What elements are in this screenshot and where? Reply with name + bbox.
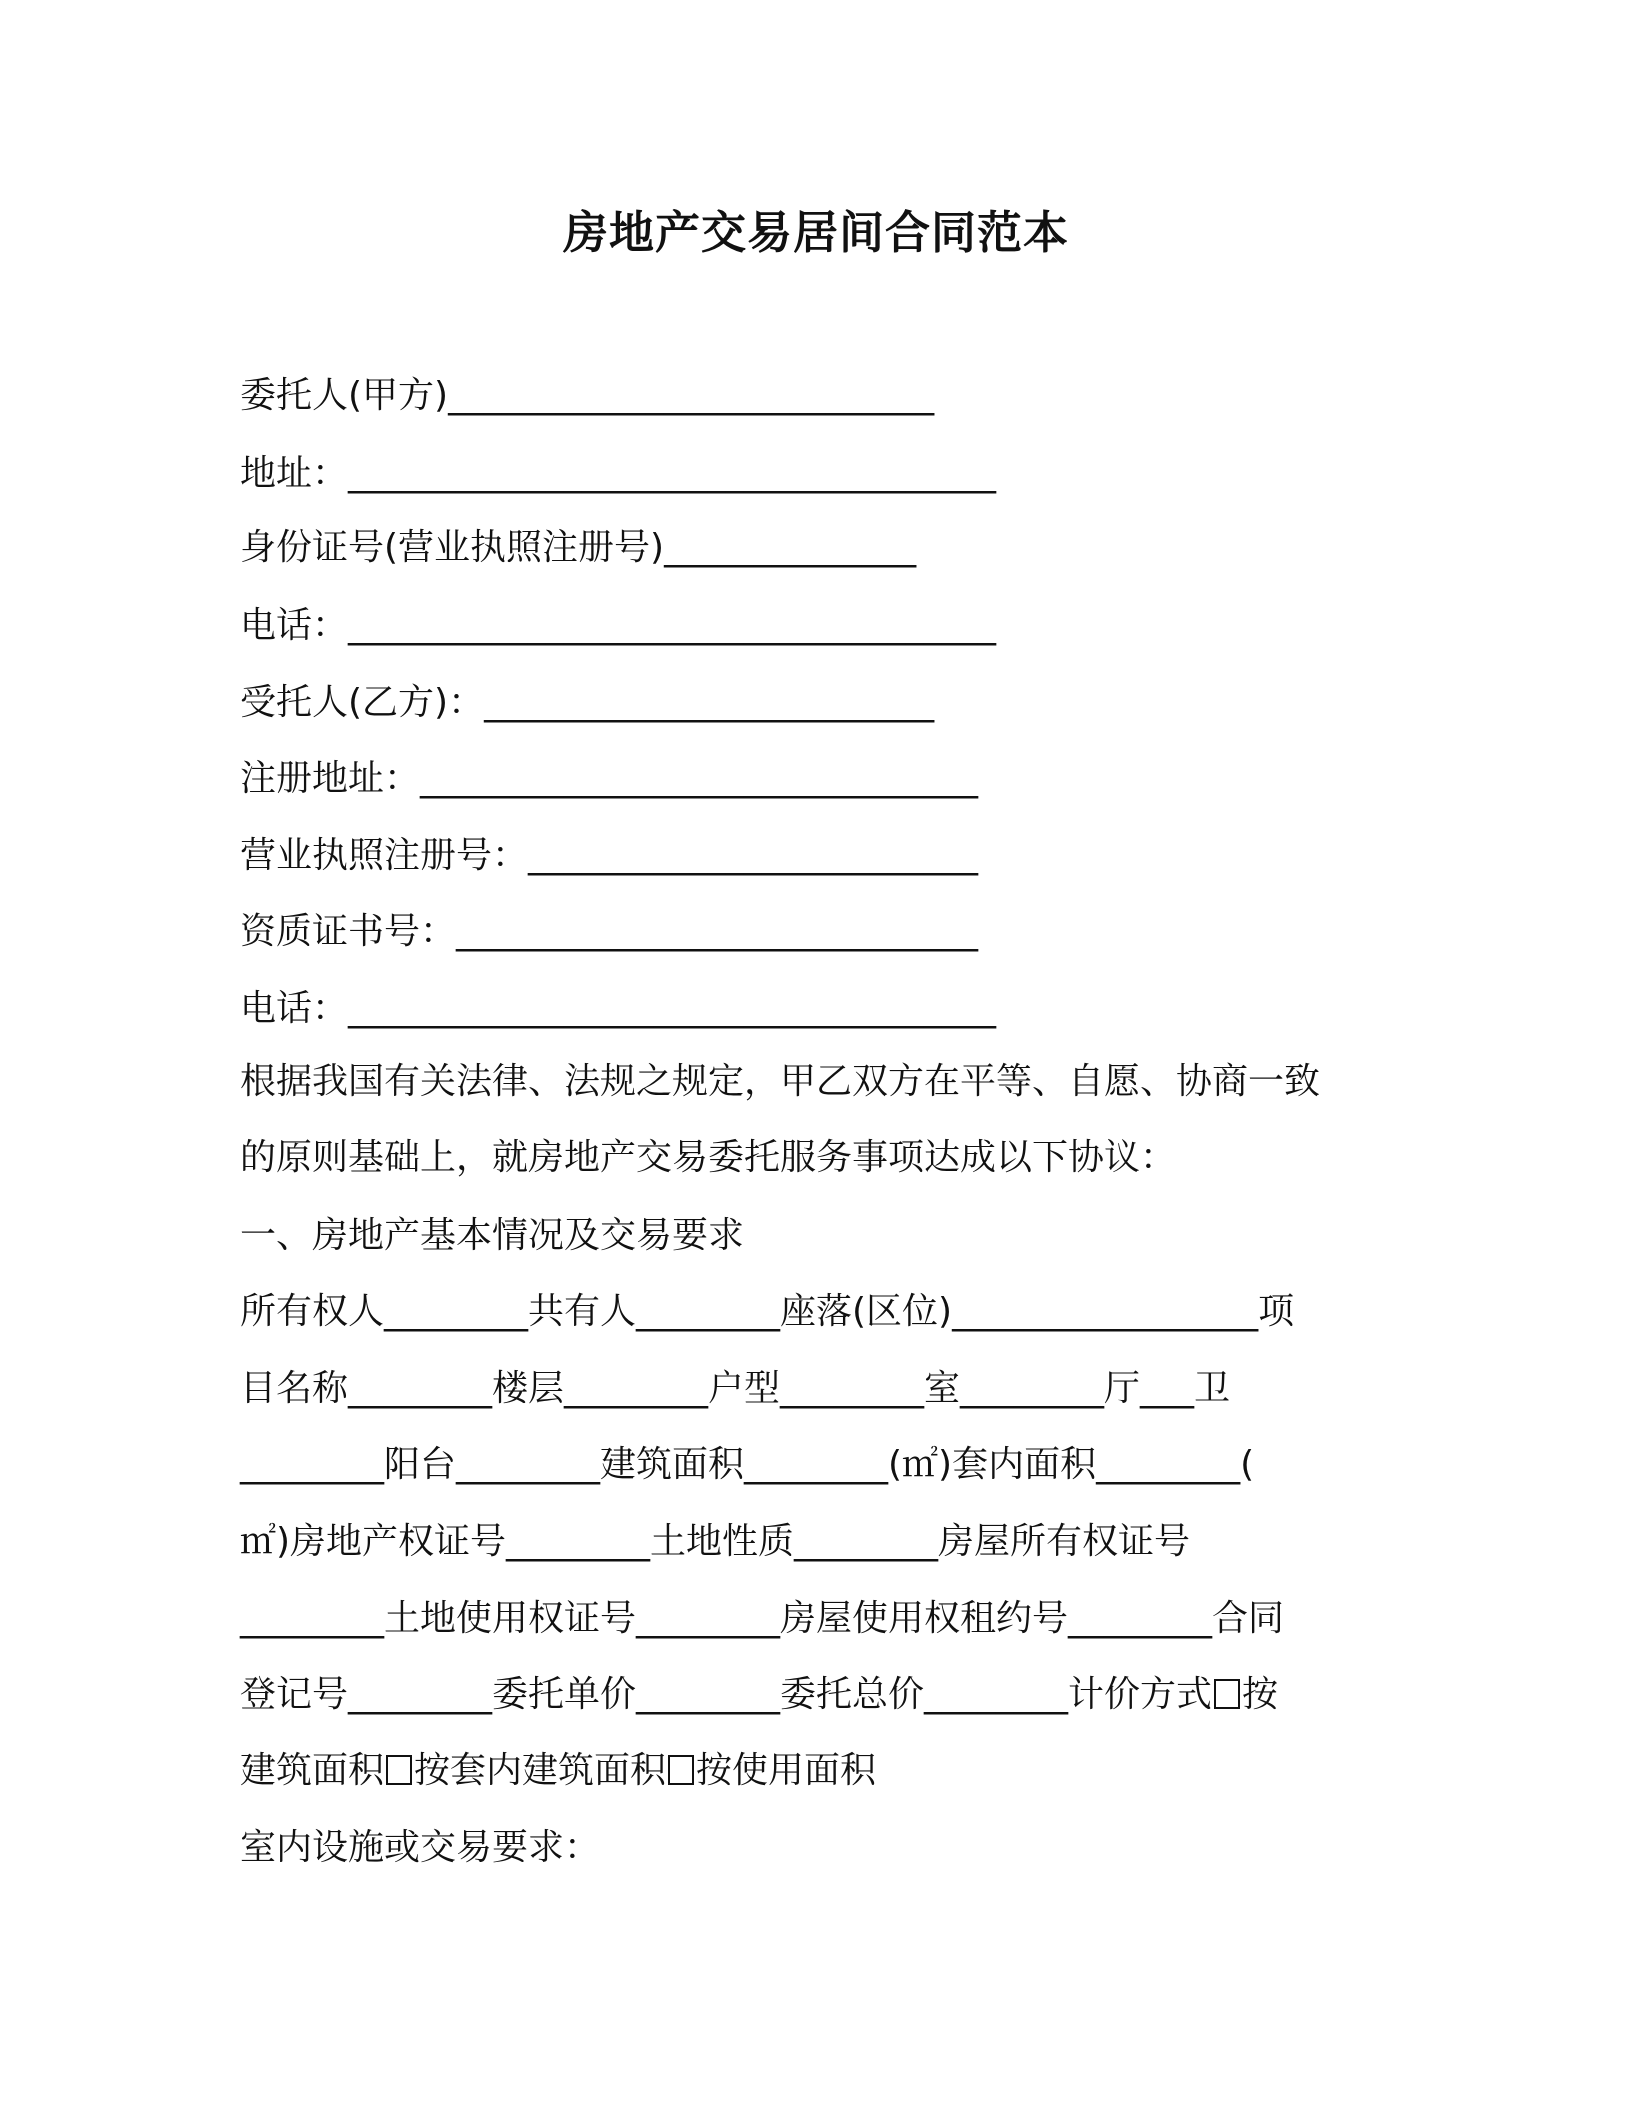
pricing-option-label: 建筑面积	[240, 1750, 385, 1791]
party-b-license-label: 营业执照注册号：	[240, 835, 529, 876]
pricing-method-row-1	[240, 1673, 1278, 1717]
party-b-phone-label: 电话：	[240, 988, 349, 1029]
party-a-row	[240, 374, 934, 418]
property-info-line: 所有权人________共有人________座落(区位)_________________项	[240, 1291, 1295, 1332]
pricing-option-label: 按使用面积	[696, 1750, 877, 1791]
party-b-license-blank[interactable]: _________________________	[528, 835, 979, 876]
party-b-cert-label: 资质证书号：	[240, 911, 457, 952]
party-a-phone-label: 电话：	[240, 605, 349, 646]
party-a-id-label: 身份证号(营业执照注册号)	[240, 527, 665, 568]
party-b-row	[240, 681, 934, 725]
pricing-method-row-2	[240, 1749, 876, 1793]
party-b-blank[interactable]: _________________________	[484, 682, 935, 723]
party-a-id-row	[240, 526, 916, 570]
party-a-address-label: 地址：	[240, 453, 349, 494]
section-1-heading: 一、房地产基本情况及交易要求	[240, 1215, 745, 1256]
party-a-phone-blank[interactable]: ____________________________________	[348, 605, 997, 646]
party-b-license-row	[240, 834, 978, 878]
party-a-address-row	[240, 452, 996, 496]
property-info-line: 登记号________委托单价________委托总价________计价方式	[240, 1674, 1213, 1715]
party-b-reg-address-label: 注册地址：	[240, 758, 421, 799]
party-a-blank[interactable]: ___________________________	[448, 375, 935, 416]
property-info-line: ㎡)房地产权证号________土地性质________房屋所有权证号	[240, 1521, 1191, 1562]
property-info-line: ________阳台________建筑面积________(㎡)套内面积________(	[240, 1444, 1255, 1485]
party-b-cert-row	[240, 910, 978, 954]
property-info-line: ________土地使用权证号________房屋使用权租约号________合同	[240, 1598, 1285, 1639]
party-b-phone-blank[interactable]: ____________________________________	[348, 988, 997, 1029]
party-b-reg-address-blank[interactable]: _______________________________	[420, 758, 979, 799]
party-b-phone-row	[240, 987, 996, 1031]
checkbox-usable-area[interactable]	[668, 1755, 694, 1785]
checkbox-inner-area[interactable]	[386, 1755, 412, 1785]
requirements-label: 室内设施或交易要求：	[240, 1827, 601, 1868]
party-a-address-blank[interactable]: ____________________________________	[348, 453, 997, 494]
pricing-option-label: 按套内建筑面积	[414, 1750, 667, 1791]
party-b-cert-blank[interactable]: _____________________________	[456, 911, 979, 952]
party-b-label: 受托人(乙方)：	[240, 682, 485, 723]
party-b-reg-address-row	[240, 757, 978, 801]
party-a-id-blank[interactable]: ______________	[664, 527, 917, 568]
document-title: 房地产交易居间合同范本	[562, 206, 1069, 259]
pricing-option-label: 按	[1242, 1674, 1279, 1715]
intro-line-2: 的原则基础上，就房地产交易委托服务事项达成以下协议：	[240, 1137, 1177, 1178]
checkbox-gross-area[interactable]	[1214, 1679, 1240, 1709]
intro-line-1: 根据我国有关法律、法规之规定，甲乙双方在平等、自愿、协商一致	[240, 1061, 1321, 1102]
party-a-phone-row	[240, 604, 996, 648]
party-a-label: 委托人(甲方)	[240, 375, 449, 416]
property-info-line: 目名称________楼层________户型________室________厅___卫	[240, 1368, 1231, 1409]
